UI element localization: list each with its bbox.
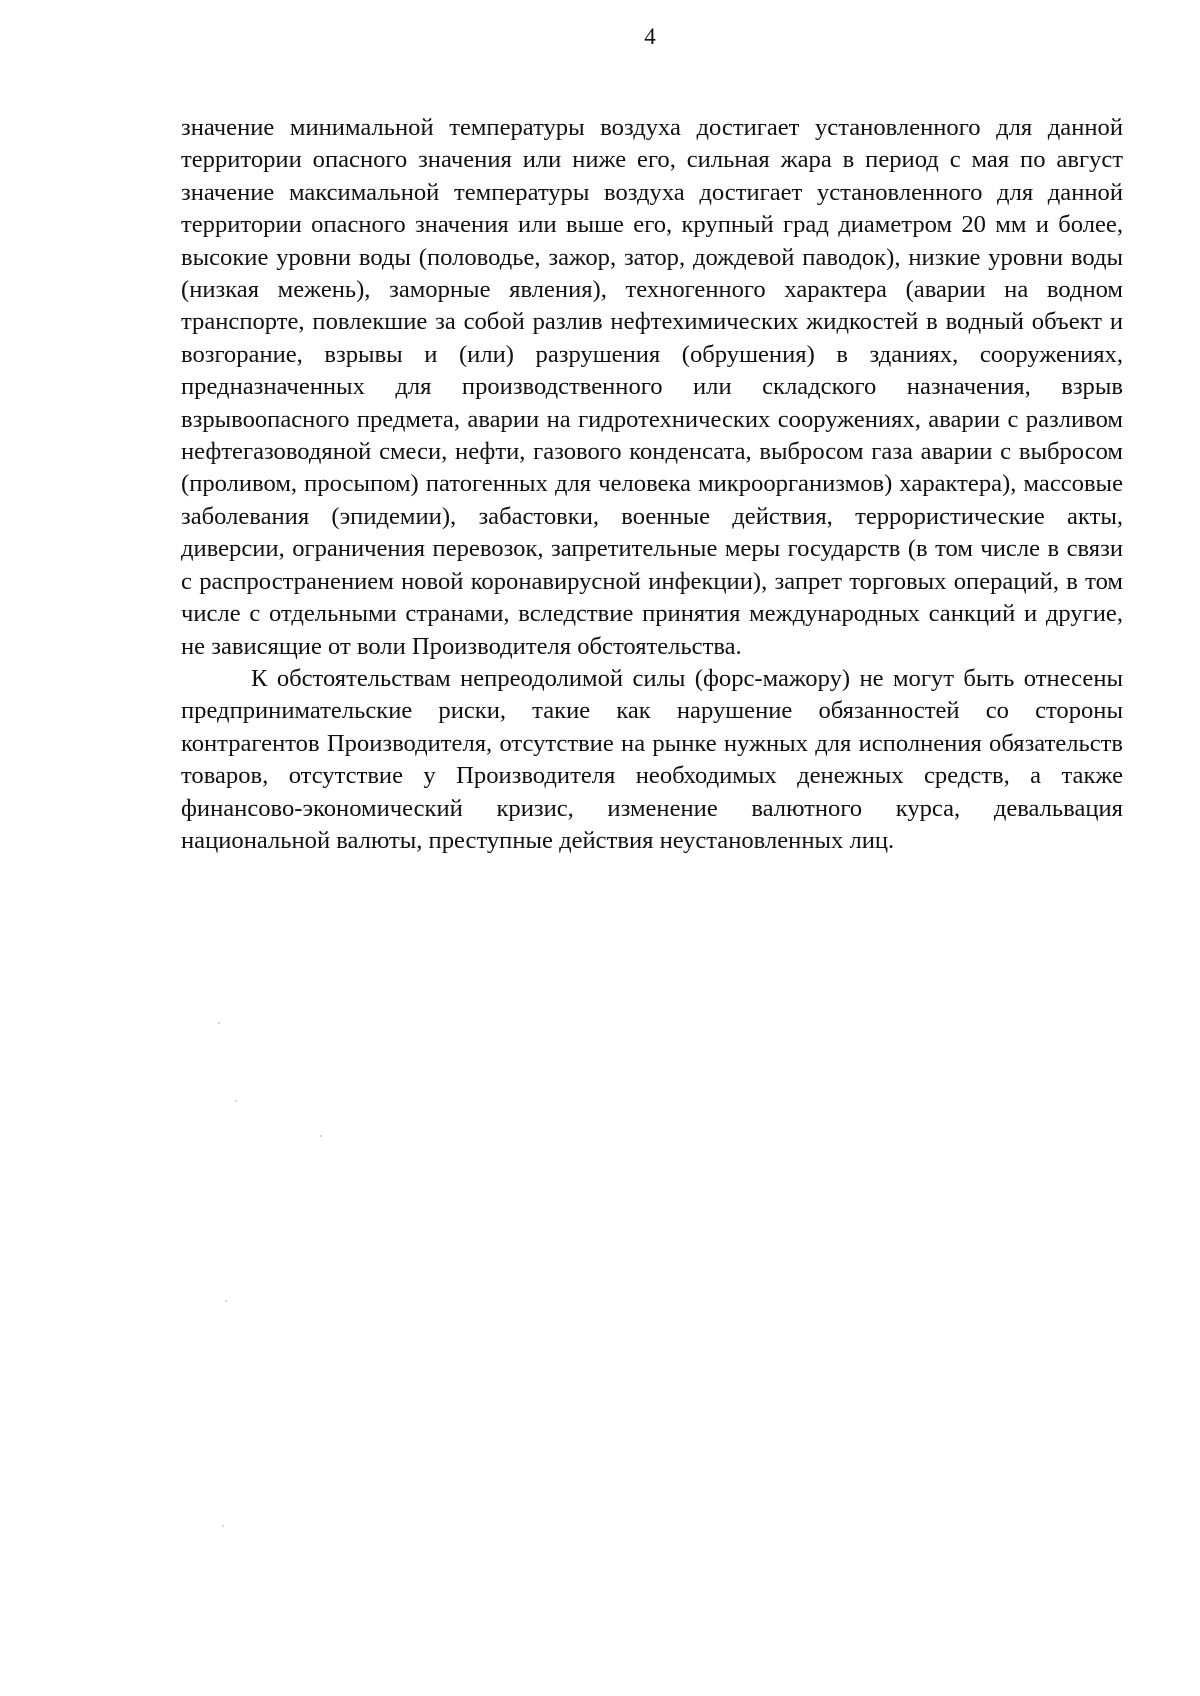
paragraph-force-majeure-list: значение минимальной температуры воздуха достигает установленного для данной территории опасного значения или ниже его, сильная жара в период с мая по август значение максимальной температуры воздуха достигает установленного для данной территории опасного значения или выше его, крупный град диаметром 20 мм и более, высокие уровни воды (половодье, зажор, затор, дождевой паводок), низкие уровни воды (низкая межень), заморные явления), техногенного характера (аварии на водном транспорте, повлекшие за собой разлив нефтехимических жидкостей в водный объект и возгорание, взрывы и (или) разрушения (обрушения) в зданиях, сооружениях, предназначенных для производственного или складского назначения, взрыв взрывоопасного предмета, аварии на гидротехнических сооружениях, аварии с разливом нефтегазоводяной смеси, нефти, газового конденсата, выбросом газа аварии с выбросом (проливом, просыпом) патогенных для человека микроорганизмов) характера), массовые заболевания (эпидемии), забастовки, военные действия, террористические акты, диверсии, ограничения перевозок, запретительные меры государств (в том числе в связи с распространением новой коронавирусной инфекции), запрет торговых операций, в том числе с отдельными странами, вследствие принятия международных санкций и другие, не зависящие от воли Производителя обстоятельства. bbox=[181, 114, 1123, 660]
scan-speck bbox=[222, 1525, 224, 1527]
paragraph-exclusions: К обстоятельствам непреодолимой силы (форс-мажору) не могут быть отнесены предпринимательские риски, такие как нарушение обязанностей со стороны контрагентов Производителя, отсутствие на рынке нужных для исполнения обязательств товаров, отсутствие у Производителя необходимых денежных средств, а также финансово-экономический кризис, изменение валютного курса, девальвация национальной валюты, преступные действия неустановленных лиц. bbox=[181, 664, 1123, 854]
page-number: 4 bbox=[644, 24, 656, 49]
scan-speck bbox=[320, 1135, 322, 1137]
scan-speck bbox=[235, 1100, 237, 1102]
scan-speck bbox=[218, 1022, 220, 1024]
scan-speck bbox=[225, 1300, 227, 1302]
document-body bbox=[181, 112, 1123, 857]
